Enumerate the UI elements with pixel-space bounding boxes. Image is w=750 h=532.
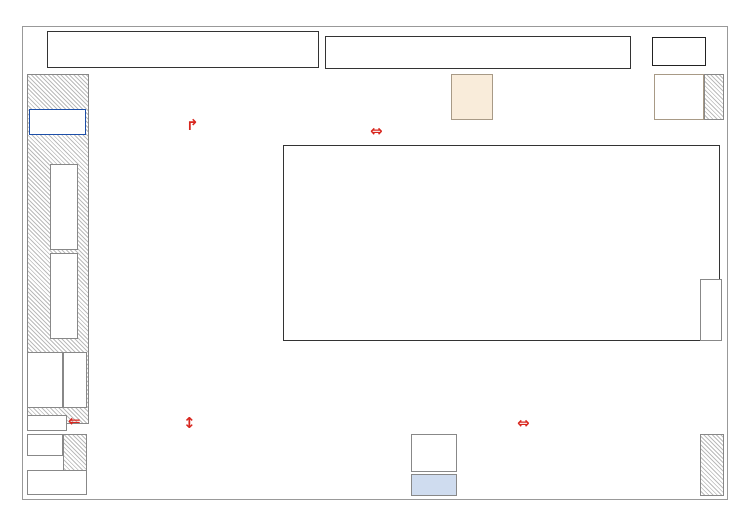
entrance (27, 415, 67, 431)
restroom-right (700, 279, 722, 341)
road-top-label-2 (410, 126, 419, 136)
hatch-bottom-right (700, 434, 724, 496)
road-bottom-label (263, 418, 272, 428)
visitor-parking-banner (325, 36, 631, 69)
sink-block-top (451, 74, 493, 120)
restroom-top (652, 37, 706, 66)
hatch-top-right (704, 74, 724, 120)
restroom-left (50, 253, 78, 339)
entrance-arrow-icon: ⇐ (68, 412, 81, 430)
storage (27, 470, 87, 495)
office-building (27, 352, 63, 408)
arrow-up-icon: ↕ (183, 414, 196, 432)
waterpark-store (654, 74, 704, 120)
notice-box (283, 145, 720, 341)
bottom-sink (411, 434, 457, 472)
store (27, 434, 63, 456)
page-title (47, 31, 319, 68)
shower-room (50, 164, 78, 250)
double-arrow-icon: ⇔ (370, 122, 383, 140)
sink-left (63, 352, 87, 408)
parking-area (80, 145, 108, 351)
trash-area (29, 109, 86, 135)
arrow-icon: ↱ (186, 116, 199, 134)
bottom-restroom (411, 474, 457, 496)
double-arrow-icon-2: ⇔ (517, 414, 530, 432)
